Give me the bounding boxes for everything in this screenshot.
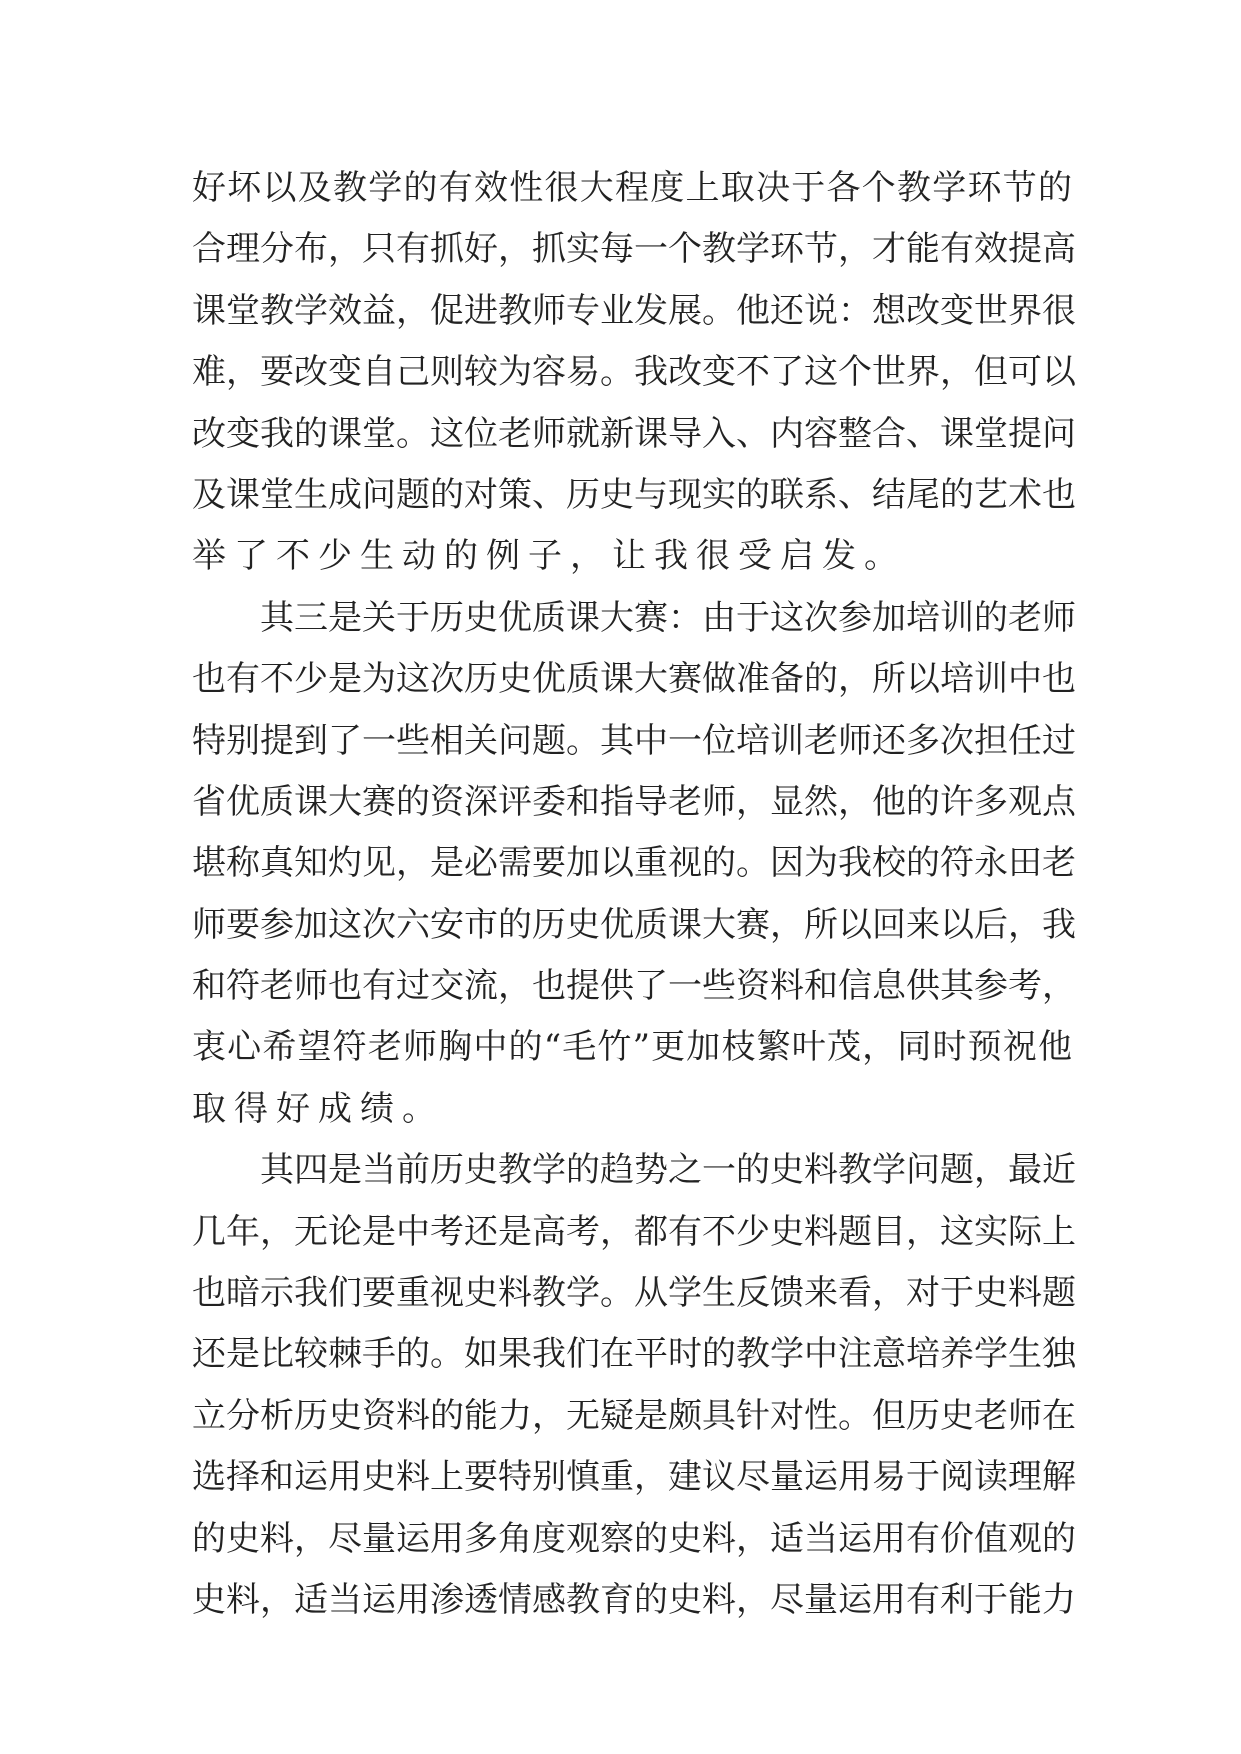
text-line: 师要参加这次六安市的历史优质课大赛，所以回来以后，我 xyxy=(192,904,1076,945)
paragraph-3 xyxy=(192,1140,1076,1631)
body-text xyxy=(192,158,1076,1631)
text-line: 取得好成绩。 xyxy=(192,1088,444,1129)
text-line: 特别提到了一些相关问题。其中一位培训老师还多次担任过 xyxy=(192,720,1076,761)
text-line: 和符老师也有过交流，也提供了一些资料和信息供其参考， xyxy=(192,966,1076,1007)
text-line: 选择和运用史料上要特别慎重，建议尽量运用易于阅读理解 xyxy=(192,1457,1076,1498)
text-line: 立分析历史资料的能力，无疑是颇具针对性。但历史老师在 xyxy=(192,1395,1076,1436)
paragraph-1 xyxy=(192,158,1076,588)
text-line: 其三是关于历史优质课大赛：由于这次参加培训的老师 xyxy=(260,597,1076,638)
text-line: 也有不少是为这次历史优质课大赛做准备的，所以培训中也 xyxy=(192,659,1076,700)
text-line: 举了不少生动的例子，让我很受启发。 xyxy=(192,536,906,577)
text-line: 几年，无论是中考还是高考，都有不少史料题目，这实际上 xyxy=(192,1211,1076,1252)
text-line: 难，要改变自己则较为容易。我改变不了这个世界，但可以 xyxy=(192,352,1076,393)
text-line: 其四是当前历史教学的趋势之一的史料教学问题，最近 xyxy=(260,1150,1076,1191)
text-line: 的史料，尽量运用多角度观察的史料，适当运用有价值观的 xyxy=(192,1518,1076,1559)
text-line: 省优质课大赛的资深评委和指导老师，显然，他的许多观点 xyxy=(192,781,1076,822)
text-line: 堪称真知灼见，是必需要加以重视的。因为我校的符永田老 xyxy=(192,843,1076,884)
text-line: 也暗示我们要重视史料教学。从学生反馈来看，对于史料题 xyxy=(192,1273,1076,1314)
paragraph-2 xyxy=(192,588,1076,1141)
text-line: 还是比较棘手的。如果我们在平时的教学中注意培养学生独 xyxy=(192,1334,1076,1375)
text-line: 衷心希望符老师胸中的“毛竹”更加枝繁叶茂，同时预祝他 xyxy=(192,1027,1072,1068)
text-line: 课堂教学效益，促进教师专业发展。他还说：想改变世界很 xyxy=(192,290,1076,331)
text-line: 改变我的课堂。这位老师就新课导入、内容整合、课堂提问 xyxy=(192,413,1076,454)
text-line: 史料，适当运用渗透情感教育的史料，尽量运用有利于能力 xyxy=(192,1579,1076,1620)
text-line: 合理分布，只有抓好，抓实每一个教学环节，才能有效提高 xyxy=(192,229,1076,270)
text-line: 好坏以及教学的有效性很大程度上取决于各个教学环节的 xyxy=(192,168,1072,208)
text-line: 及课堂生成问题的对策、历史与现实的联系、结尾的艺术也 xyxy=(192,474,1076,515)
